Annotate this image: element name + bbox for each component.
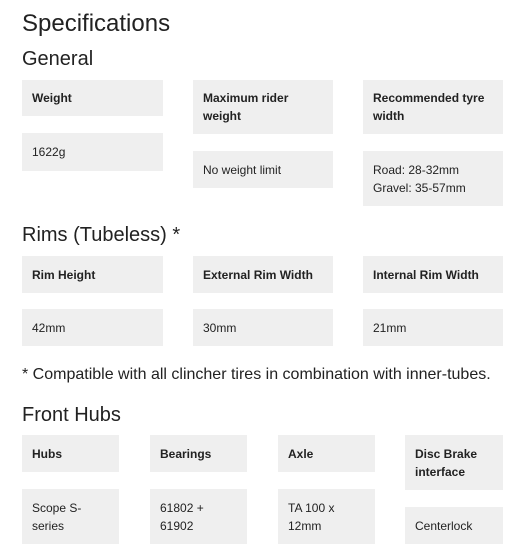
spec-label-weight: Weight <box>22 80 163 116</box>
spec-value-max-rider-weight: No weight limit <box>193 151 333 188</box>
spec-label-external-rim-width: External Rim Width <box>193 256 333 293</box>
rims-footnote: * Compatible with all clincher tires in combination with inner-tubes. <box>22 366 491 383</box>
tyre-width-gravel: Gravel: 35-57mm <box>373 180 466 195</box>
spec-value-rim-height: 42mm <box>22 309 163 346</box>
spec-label-axle: Axle <box>278 435 375 472</box>
spec-value-external-rim-width: 30mm <box>193 309 333 346</box>
spec-label-internal-rim-width: Internal Rim Width <box>363 256 503 293</box>
page-title: Specifications <box>22 10 171 37</box>
spec-value-weight: 1622g <box>22 133 163 171</box>
section-heading-rims: Rims (Tubeless) * <box>22 224 181 246</box>
spec-value-recommended-tyre-width <box>363 151 503 206</box>
spec-value-axle: TA 100 x 12mm <box>278 489 375 544</box>
spec-value-internal-rim-width: 21mm <box>363 309 503 346</box>
spec-label-max-rider-weight: Maximum rider weight <box>193 80 333 134</box>
tyre-width-road: Road: 28-32mm <box>373 162 460 177</box>
spec-value-disc-brake-interface: Centerlock <box>405 507 503 544</box>
spec-label-disc-brake-interface: Disc Brake interface <box>405 435 503 490</box>
spec-label-rim-height: Rim Height <box>22 256 163 293</box>
spec-label-hubs: Hubs <box>22 435 119 472</box>
spec-label-bearings: Bearings <box>150 435 247 472</box>
section-heading-front-hubs: Front Hubs <box>22 404 121 426</box>
spec-value-hubs: Scope S-series <box>22 489 119 544</box>
spec-label-recommended-tyre-width: Recommended tyre width <box>363 80 503 134</box>
spec-value-bearings: 61802 + 61902 <box>150 489 247 544</box>
section-heading-general: General <box>22 48 94 70</box>
